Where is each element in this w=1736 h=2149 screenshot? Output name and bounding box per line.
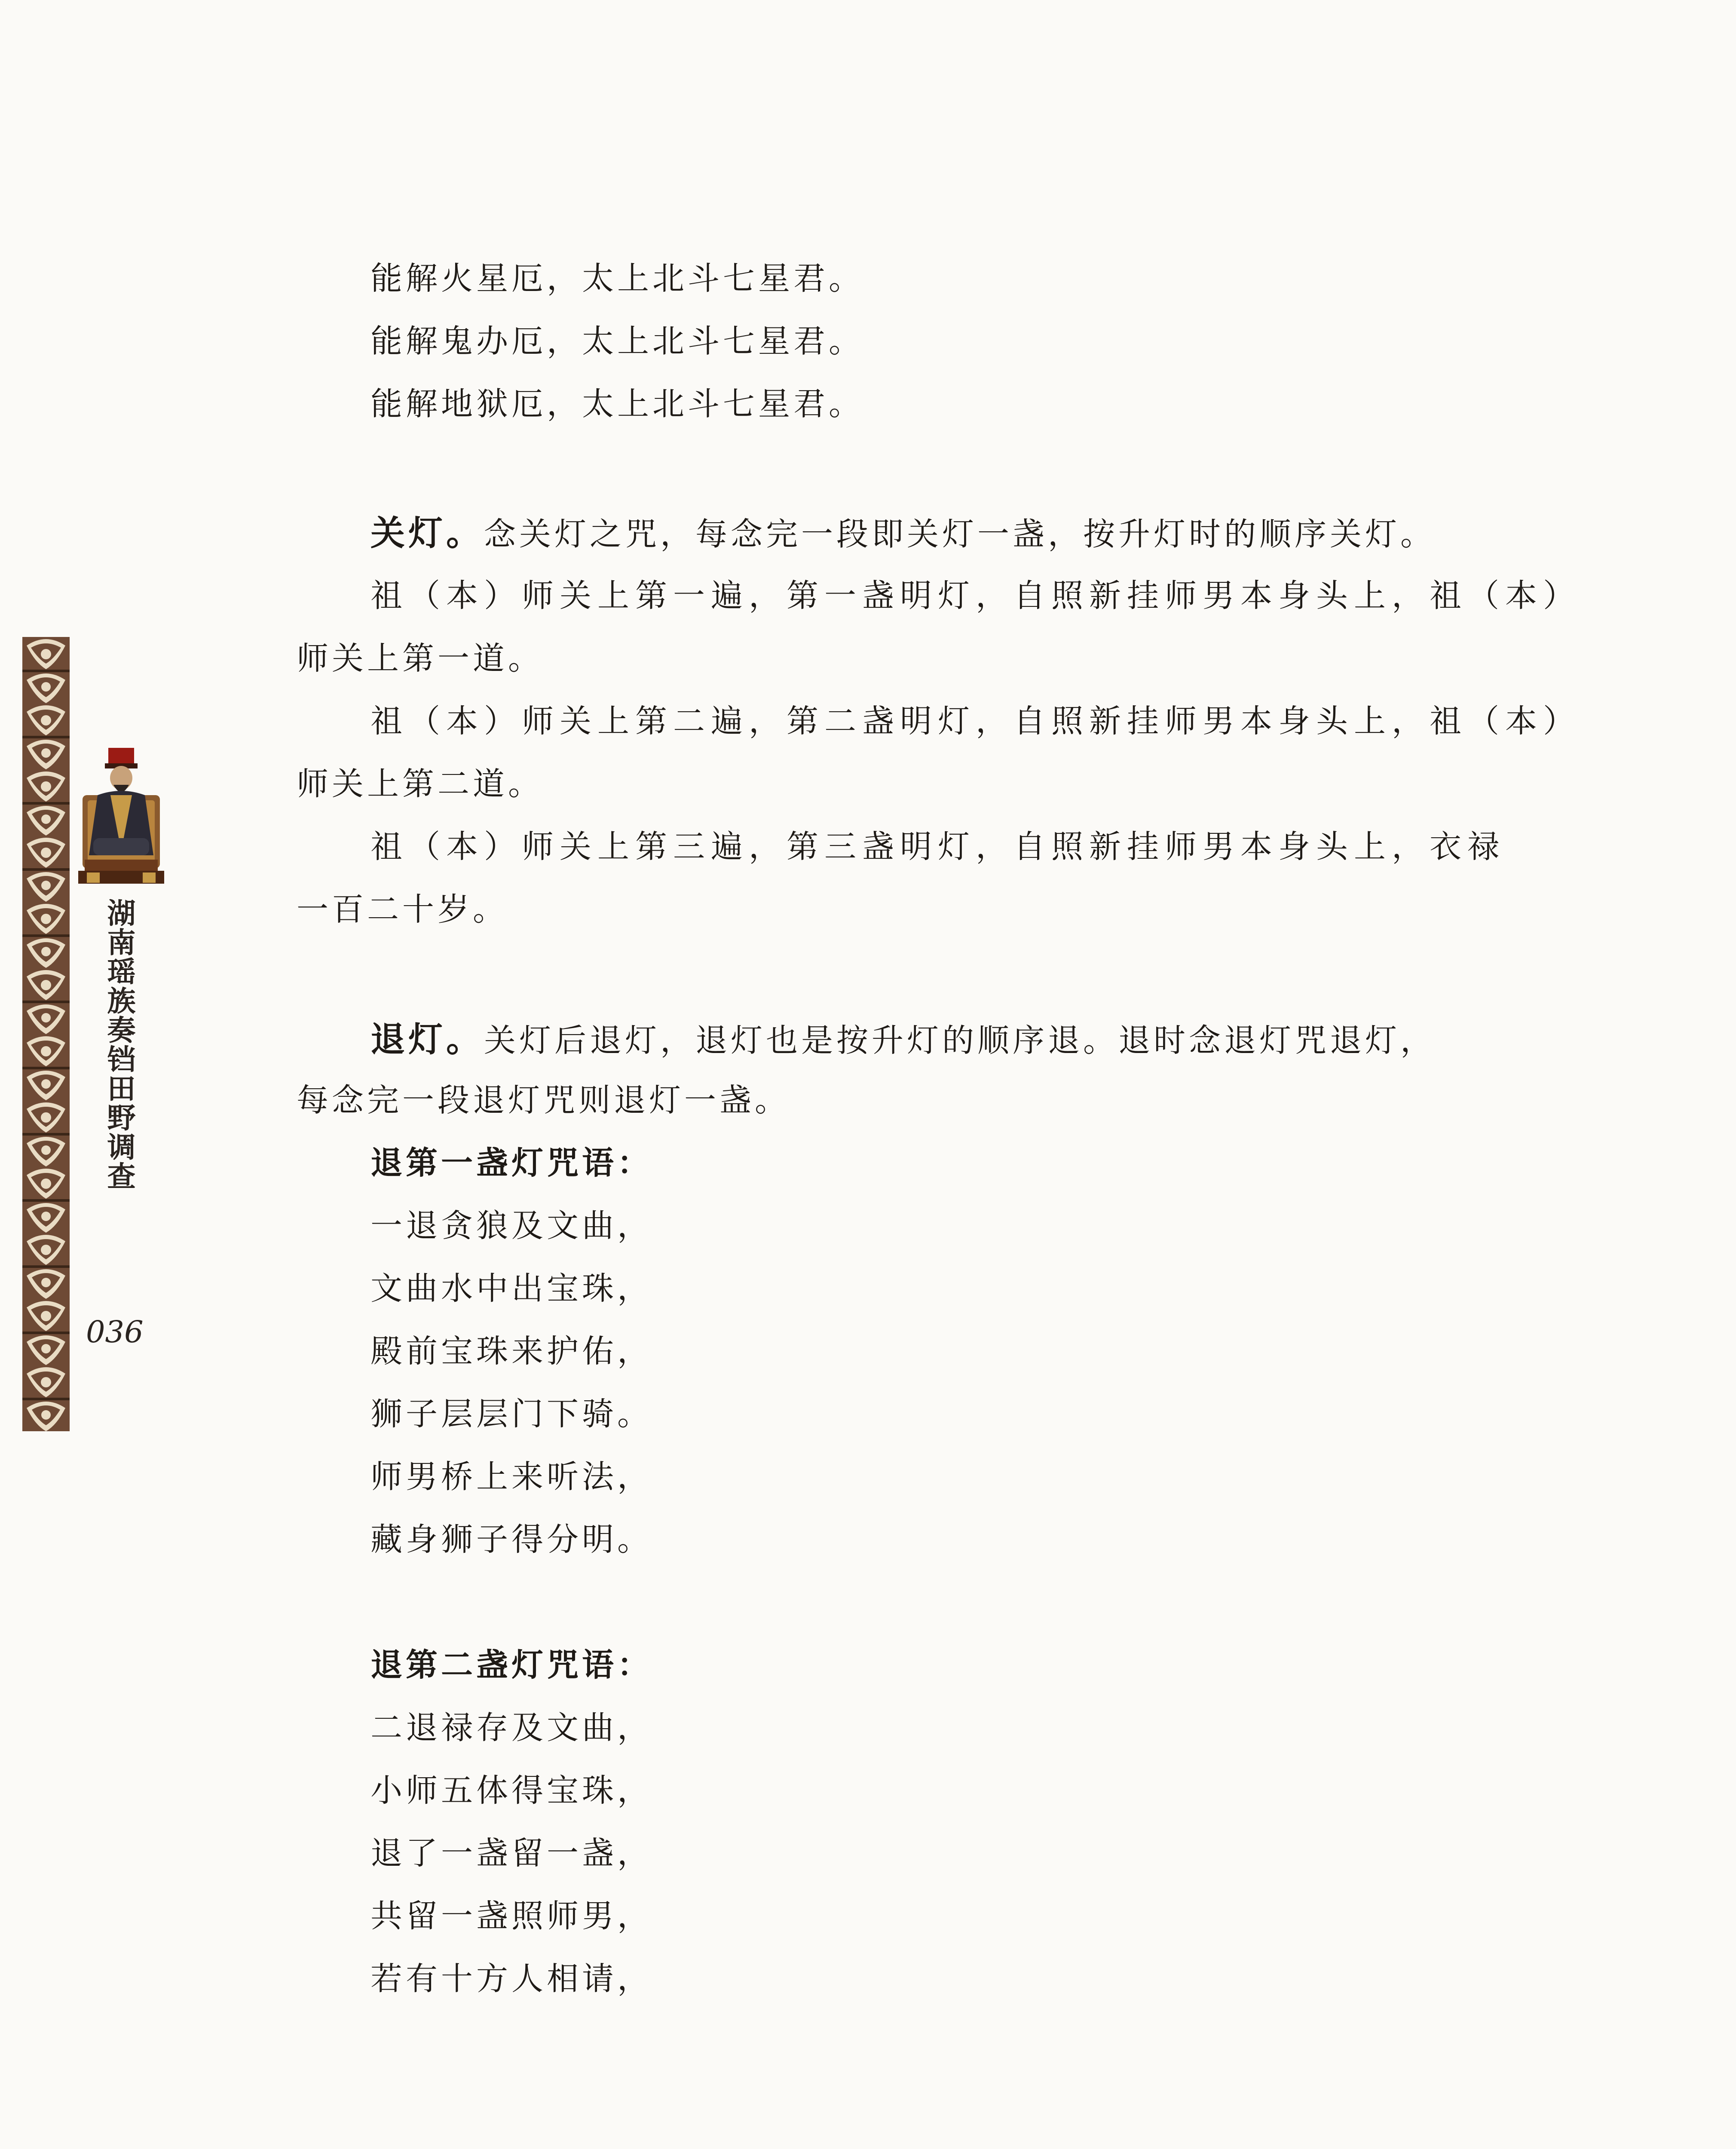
paragraph-tuideng — [370, 1018, 1436, 1062]
paragraph-text: 关灯后退灯，退灯也是按升灯的顺序退。退时念退灯咒退灯， — [484, 1022, 1436, 1059]
guandeng-item-line: 一百二十岁。 — [297, 891, 508, 928]
term-guandeng: 关灯。 — [370, 513, 484, 553]
chant-heading: 退第一盏灯咒语： — [370, 1145, 652, 1182]
chant-line: 共留一盏照师男， — [370, 1898, 652, 1935]
page-number: 036 — [86, 1314, 144, 1350]
verse-line: 能解地狱厄，太上北斗七星君。 — [370, 386, 864, 422]
chant-line: 二退禄存及文曲， — [370, 1709, 652, 1746]
verse-line: 能解鬼办厄，太上北斗七星君。 — [370, 323, 864, 360]
guandeng-item-line: 师关上第二道。 — [297, 765, 543, 802]
chant-line: 藏身狮子得分明。 — [370, 1521, 652, 1558]
paragraph-text: 每念完一段退灯咒则退灯一盏。 — [297, 1082, 790, 1119]
paragraph-text: 念关灯之咒，每念完一段即关灯一盏，按升灯时的顺序关灯。 — [484, 516, 1436, 553]
book-title-vertical: 湖南瑶族奏铛田野调查 — [102, 898, 136, 1191]
paragraph-guandeng — [370, 511, 1436, 556]
term-tuideng: 退灯。 — [370, 1019, 484, 1059]
chant-line: 殿前宝珠来护佑， — [370, 1333, 652, 1370]
chant-heading: 退第二盏灯咒语： — [370, 1647, 652, 1684]
guandeng-item-line: 祖（本）师关上第二遍，第二盏明灯，自照新挂师男本身头上，祖（本） — [370, 703, 1581, 740]
chant-line: 小师五体得宝珠， — [370, 1772, 652, 1809]
chant-line: 退了一盏留一盏， — [370, 1835, 652, 1872]
chant-line: 狮子层层门下骑。 — [370, 1396, 652, 1433]
chant-line: 一退贪狼及文曲， — [370, 1207, 652, 1244]
guandeng-item-line: 师关上第一道。 — [297, 640, 543, 677]
chant-line: 师男桥上来听法， — [370, 1458, 652, 1495]
seated-deity-figure-icon — [74, 744, 168, 885]
chant-line: 文曲水中出宝珠， — [370, 1270, 652, 1307]
decorative-border-band — [22, 637, 70, 1431]
side-panel — [70, 658, 173, 1345]
guandeng-item-line: 祖（本）师关上第三遍，第三盏明灯，自照新挂师男本身头上，衣禄 — [370, 828, 1505, 865]
guandeng-item-line: 祖（本）师关上第一遍，第一盏明灯，自照新挂师男本身头上，祖（本） — [370, 577, 1581, 614]
verse-line: 能解火星厄，太上北斗七星君。 — [370, 260, 864, 297]
chant-line: 若有十方人相请， — [370, 1960, 652, 1997]
